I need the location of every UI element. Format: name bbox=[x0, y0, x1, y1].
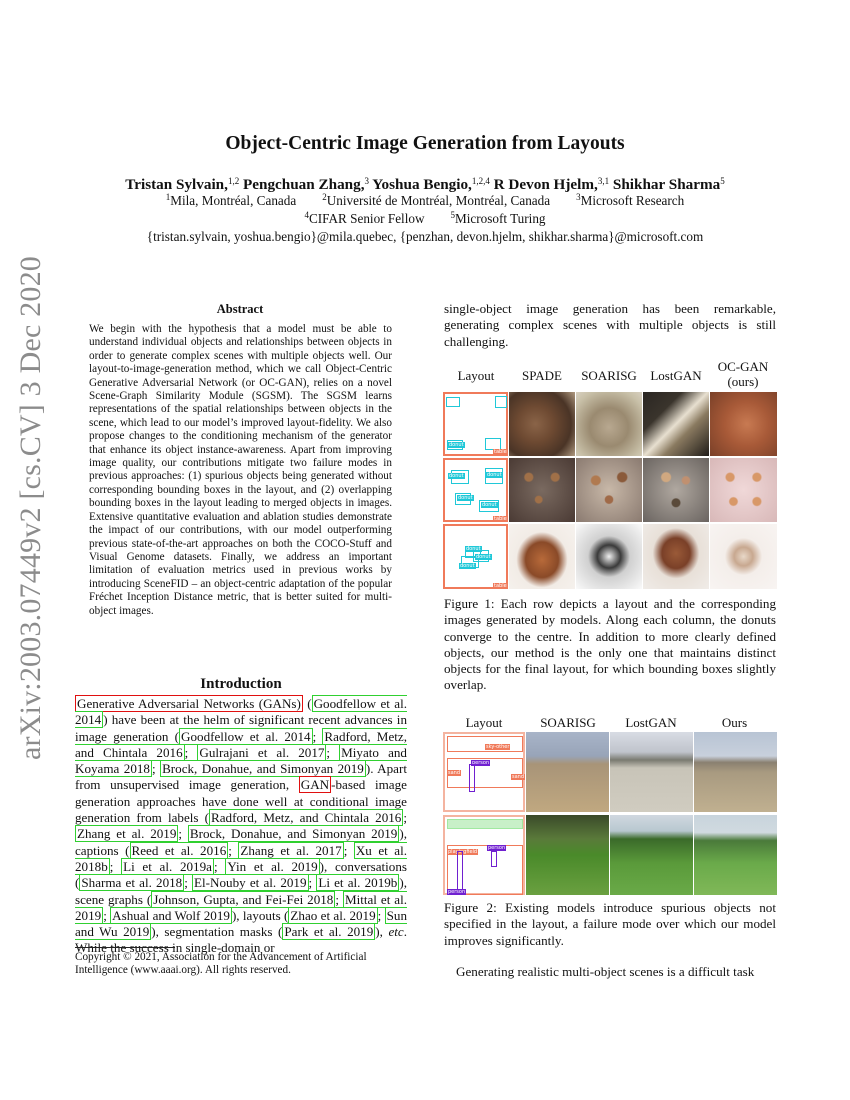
fig1-header-layout: Layout bbox=[457, 368, 495, 383]
fig1-image-lostgan-row1 bbox=[643, 392, 709, 456]
fig2-layout-row2: playingfield person person bbox=[443, 815, 525, 895]
citation-link[interactable]: Johnson, Gupta, and Fei-Fei 2018 bbox=[153, 891, 334, 907]
abstract-text: We begin with the hypothesis that a model must be able to understand individual objects and relationships between objects in order to generate complex scenes with multiple objects well. Our layout-to-image-generation method, which we call Object-Centric Generative Adversarial Network (or OC-GAN), relies on a novel Scene-Graph Similarity Module (SGSM). The SGSM learns representations of the spatial relationships between objects in the scene, which lead to our model’s improved layout-fidelity. We also propose changes to the conditioning mechanism of the generator that enhance its object instance-awareness. Apart from improving image quality, our contributions mitigate two failure modes in previous approaches: (1) spurious objects being generated without corresponding bounding boxes in the layout, and (2) overlapping bounding boxes in the layout leading to merged objects in images. Extensive quantitative evaluation and ablation studies demonstrate the impact of our contributions, with our model outperforming previous state-of-the-art approaches on both the COCO-Stuff and Visual Genome datasets. Finally, we address an important limitation of evaluation metrics used in previous works by introducing SceneFID – an object-centric adaptation of the popular Fréchet Inception Distance metric, that is better suited for multi-object images. bbox=[89, 323, 392, 617]
fig2-image-soarisg-row1 bbox=[526, 732, 609, 812]
citation-link[interactable]: Brock, Donahue, and Simonyan 2019 bbox=[189, 826, 398, 842]
citation-link[interactable]: Reed et al. 2016 bbox=[131, 842, 227, 858]
fig1-image-lostgan-row3 bbox=[643, 524, 709, 589]
fig2-layout-row1: sky-other person sand sand bbox=[443, 732, 525, 812]
citation-link[interactable]: Mittal et al. 2019 bbox=[75, 891, 407, 923]
citation-link[interactable]: El-Nouby et al. 2019 bbox=[194, 875, 307, 891]
citation-link[interactable]: Park et al. 2019 bbox=[284, 924, 374, 940]
arxiv-stamp: arXiv:2003.07449v2 [cs.CV] 3 Dec 2020 bbox=[14, 256, 47, 760]
paper-title: Object-Centric Image Generation from Layouts bbox=[225, 133, 625, 154]
citation-link[interactable]: Sharma et al. 2018 bbox=[81, 875, 183, 891]
fig2-image-lostgan-row1 bbox=[610, 732, 693, 812]
fig1-image-lostgan-row2 bbox=[643, 458, 709, 522]
author-emails: {tristan.sylvain, yoshua.bengio}@mila.quebec, {penzhan, devon.hjelm, shikhar.sharma}@microsoft.com bbox=[146, 229, 704, 244]
fig1-image-soarisg-row3 bbox=[576, 524, 642, 589]
figure-1-grid bbox=[443, 392, 777, 589]
citation-link[interactable]: Ashual and Wolf 2019 bbox=[112, 907, 230, 923]
fig2-header-soarisg: SOARISG bbox=[540, 715, 596, 730]
fig1-image-spade-row1 bbox=[509, 392, 575, 456]
citation-link[interactable]: Goodfellow et al. 2014 bbox=[75, 696, 407, 728]
glossary-link-gans[interactable]: Generative Adversarial Networks (GANs) bbox=[77, 696, 301, 711]
fig1-header-soarisg: SOARISG bbox=[581, 368, 637, 383]
fig2-image-ours-row2 bbox=[694, 815, 777, 895]
fig1-image-soarisg-row1 bbox=[576, 392, 642, 456]
fig1-image-spade-row3 bbox=[509, 524, 575, 589]
copyright-notice: Copyright © 2021, Association for the Advancement of Artificial Intelligence (www.aaai.org). All rights reserved. bbox=[75, 951, 367, 977]
fig2-image-ours-row1 bbox=[694, 732, 777, 812]
fig1-image-ocgan-row2 bbox=[710, 458, 777, 522]
glossary-link-gan[interactable]: GAN bbox=[300, 777, 330, 793]
fig2-image-lostgan-row2 bbox=[610, 815, 693, 895]
citation-link[interactable]: Yin et al. 2019 bbox=[227, 858, 318, 874]
figure-2-grid bbox=[443, 732, 777, 895]
fig1-image-ocgan-row1 bbox=[710, 392, 777, 456]
right-column-text: single-object image generation has been remarkable, generating complex scenes with multiple objects is still challenging. bbox=[444, 301, 776, 349]
author-list: Tristan Sylvain,$^{1,2}$ Pengchuan Zhang,$^3$ Yoshua Bengio,$^{1,2,4}$ R Devon Hjelm,$^{3,1}$ Shikhar Sharma$^5$ bbox=[125, 176, 725, 193]
fig2-header-ours: Ours bbox=[721, 715, 748, 730]
fig1-image-ocgan-row3 bbox=[710, 524, 777, 589]
citation-link[interactable]: Radford, Metz, and Chintala 2016 bbox=[75, 728, 407, 760]
figure-1-caption: Figure 1: Each row depicts a layout and the corresponding images generated by models. Along each column, the donuts converge to the centre. In addition to more clearly defined objects, our method is the only one that maintains distinct objects for the final layout, for which bounding boxes slightly overlap. bbox=[444, 596, 776, 693]
figure-2-caption: Figure 2: Existing models introduce spurious objects not specified in the layout, a failure mode over which our model improves significantly. bbox=[444, 900, 776, 948]
fig1-header-ocgan: OC-GAN (ours) bbox=[717, 359, 769, 389]
fig2-header-lostgan: LostGAN bbox=[625, 715, 677, 730]
citation-link[interactable]: Zhang et al. 2017 bbox=[240, 842, 342, 858]
fig1-layout-row1: donut table bbox=[443, 392, 508, 456]
citation-link[interactable]: Xu et al. 2018b bbox=[75, 842, 407, 874]
abstract-heading: Abstract bbox=[216, 302, 264, 316]
fig2-header-layout: Layout bbox=[465, 715, 503, 730]
citation-link[interactable]: Brock, Donahue, and Simonyan 2019 bbox=[162, 761, 364, 777]
footnote-rule bbox=[75, 947, 175, 948]
fig1-image-soarisg-row2 bbox=[576, 458, 642, 522]
fig1-header-spade: SPADE bbox=[522, 368, 562, 383]
affiliations-line-2: $^4$CIFAR Senior Fellow $^5$Microsoft Turing bbox=[304, 210, 546, 226]
citation-link[interactable]: Zhang et al. 2019 bbox=[77, 826, 177, 842]
citation-link[interactable]: Zhao et al. 2019 bbox=[290, 907, 376, 923]
affiliations-line-1: $^1$Mila, Montréal, Canada $^2$Université de Montréal, Montréal, Canada $^3$Microsoft Research bbox=[165, 192, 685, 208]
citation-link[interactable]: Goodfellow et al. 2014 bbox=[181, 728, 311, 744]
introduction-paragraph: Generative Adversarial Networks (GANs) ( Goodfellow et al. 2014 ) have been at the helm of significant recent advances in image generation ( Goodfellow et al. 2014 ; Radford, Metz, and Chintala 2016 ; Gulrajani et al. 2017 ; Miyato and Koyama 2018 ; Brock, Donahue, and Simonyan 2019 ). Apart from unsupervised image generation, GAN -based image generation approaches have done well at conditional image generation from labels ( Radford, Metz, and Chintala 2016 ; Zhang et al. 2019 ; Brock, Donahue, and Simonyan 2019 ), captions ( Reed et al. 2016 ; Zhang et al. 2017 ; Xu et al. 2018b ; Li et al. 2019a ; Yin et al. 2019 ), conversations ( Sharma et al. 2018 ; El-Nouby et al. 2019 ; Li et al. 2019b ), scene graphs ( Johnson, Gupta, and Fei-Fei 2018 ; Mittal et al. 2019 ; Ashual and Wolf 2019 ), layouts ( Zhao et al. 2019 ; Sun and Wu 2019 ), segmentation masks ( Park et al. 2019 ), etc. While the success in single-domain or bbox=[75, 696, 407, 956]
citation-link[interactable]: Miyato and Koyama 2018 bbox=[75, 744, 407, 777]
citation-link[interactable]: Gulrajani et al. 2017 bbox=[199, 744, 325, 760]
right-column-last-line: Generating realistic multi-object scenes is a difficult task bbox=[456, 964, 755, 979]
fig1-header-lostgan: LostGAN bbox=[650, 368, 702, 383]
fig1-image-spade-row2 bbox=[509, 458, 575, 522]
fig1-layout-row3: donut donut donut table bbox=[443, 524, 508, 589]
citation-link[interactable]: Li et al. 2019b bbox=[318, 875, 398, 891]
introduction-heading: Introduction bbox=[200, 676, 282, 692]
fig1-layout-row2: donut donut donut donut table bbox=[443, 458, 508, 522]
citation-link[interactable]: Radford, Metz, and Chintala 2016 bbox=[211, 810, 402, 826]
fig2-image-soarisg-row2 bbox=[526, 815, 609, 895]
citation-link[interactable]: Li et al. 2019a bbox=[123, 858, 212, 874]
citation-link[interactable]: Sun and Wu 2019 bbox=[75, 907, 407, 940]
